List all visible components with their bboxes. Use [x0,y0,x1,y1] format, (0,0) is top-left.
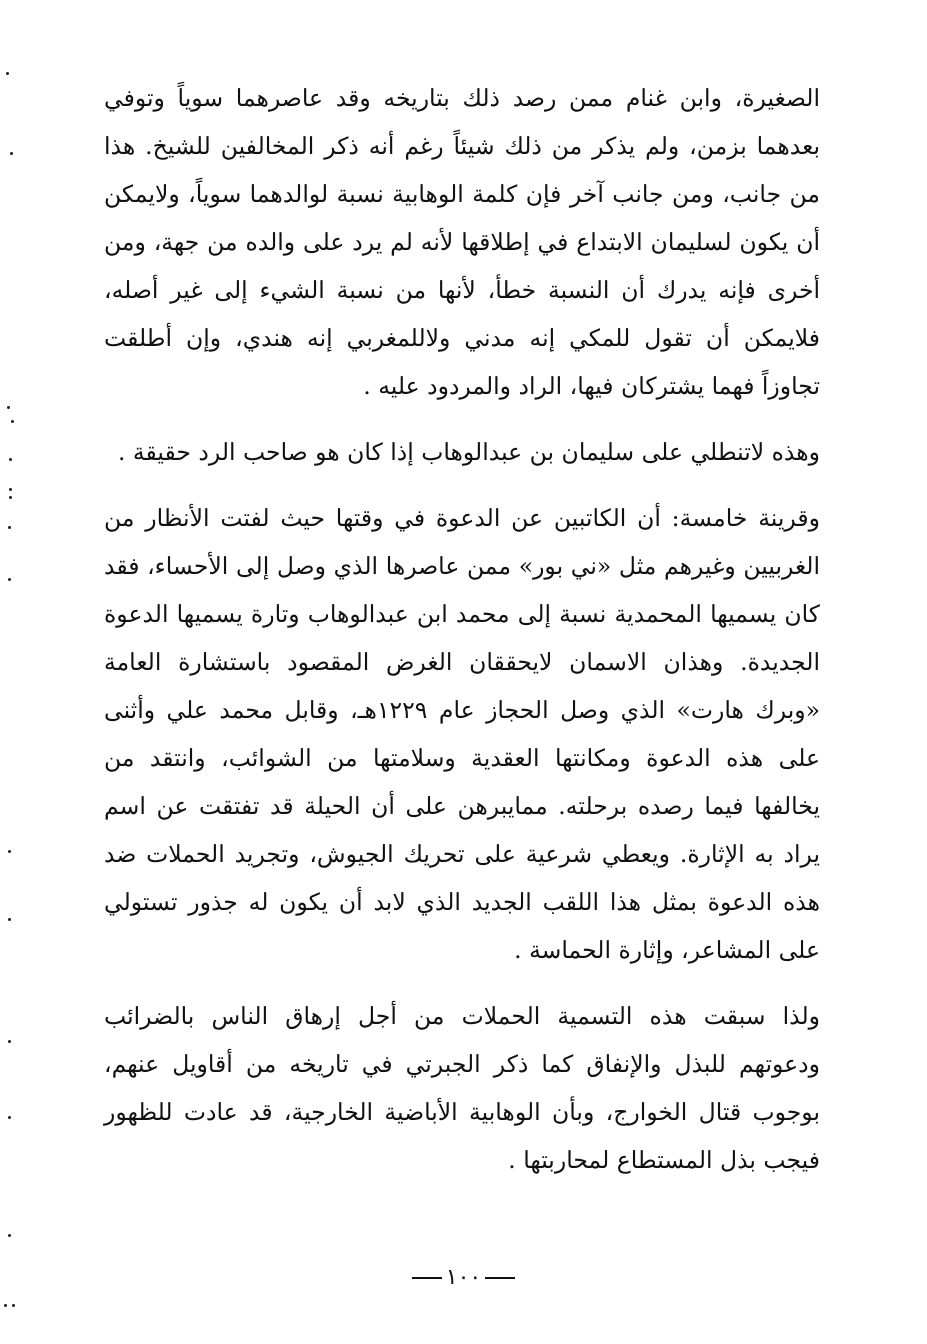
scan-speck [6,72,9,75]
paragraph-2: وهذه لاتنطلي على سليمان بن عبدالوهاب إذا كان هو صاحب الرد حقيقة . [117,438,820,466]
scan-speck [4,1304,7,1307]
page-number-footer [0,1262,927,1294]
paragraph-4: ولذا سبقت هذه التسمية الحملات من أجل إرهاق الناس بالضرائب ودعوتهم للبذل والإنفاق كما ذكر الجبرتي في تاريخه من أقاويل عنهم، بوجوب قتال الخوارج، وبأن الوهابية الأباضية الخارجية، قد عادت للظهور فيجب بذل المستطاع لمحاربتها . [104,1002,820,1174]
page-number: ١٠٠ [445,1265,482,1290]
scan-speck [8,850,11,853]
scan-speck [8,526,11,529]
scan-speck [12,1304,15,1307]
scan-speck [8,1116,11,1119]
paragraph-3: وقرينة خامسة: أن الكاتبين عن الدعوة في وقتها حيث لفتت الأنظار من الغربيين وغيرهم مثل «ني بور» ممن عاصرها الذي وصل إلى الأحساء، فقد كان يسميها المحمدية نسبة إلى محمد ابن عبدالوهاب وتارة يسميها الدعوة الجديدة. وهذان الاسمان لايحققان الغرض المقصود باستشارة العامة «وبرك هارت» الذي وصل الحجاز عام ١٢٢٩هـ، وقابل محمد علي وأثنى على هذه الدعوة ومكانتها العقدية وسلامتها من الشوائب، وانتقد من يخالفها فيما رصده برحلته. ممايبرهن على أن الحيلة قد تفتقت عن اسم يراد به الإثارة. ويعطي شرعية على تحريك الجيوش، وتجريد الحملات ضد هذه الدعوة بمثل هذا اللقب الجديد الذي لابد أن يكون له جذور تستولي على المشاعر، وإثارة الحماسة . [104,504,820,964]
scan-speck [9,458,12,461]
body-text [104,74,820,1184]
scan-speck [8,1234,11,1237]
scan-speck [11,420,14,423]
scan-speck [8,1040,11,1043]
scan-speck [9,496,12,499]
scan-speck [9,488,12,491]
scan-speck [7,406,10,409]
right-dash [412,1277,442,1279]
paragraph-1: الصغيرة، وابن غنام ممن رصد ذلك بتاريخه وقد عاصرهما سوياً وتوفي بعدهما بزمن، ولم يذكر من ذلك شيئاً رغم أنه ذكر المخالفين للشيخ. هذا من جانب، ومن جانب آخر فإن كلمة الوهابية نسبة لوالدهما سوياً، ولايمكن أن يكون لسليمان الابتداع في إطلاقها لأنه لم يرد على والده من جهة، ومن أخرى فإنه يدرك أن النسبة خطأ، لأنها من نسبة الشيء إلى غير أصله، فلايمكن أن تقول للمكي إنه مدني ولاللمغربي إنه هندي، وإن أطلقت تجاوزاً فهما يشتركان فيها، الراد والمردود عليه . [104,84,820,400]
scan-speck [8,918,11,921]
scan-speck [8,578,11,581]
scan-speck [10,152,13,155]
left-dash [485,1277,515,1279]
